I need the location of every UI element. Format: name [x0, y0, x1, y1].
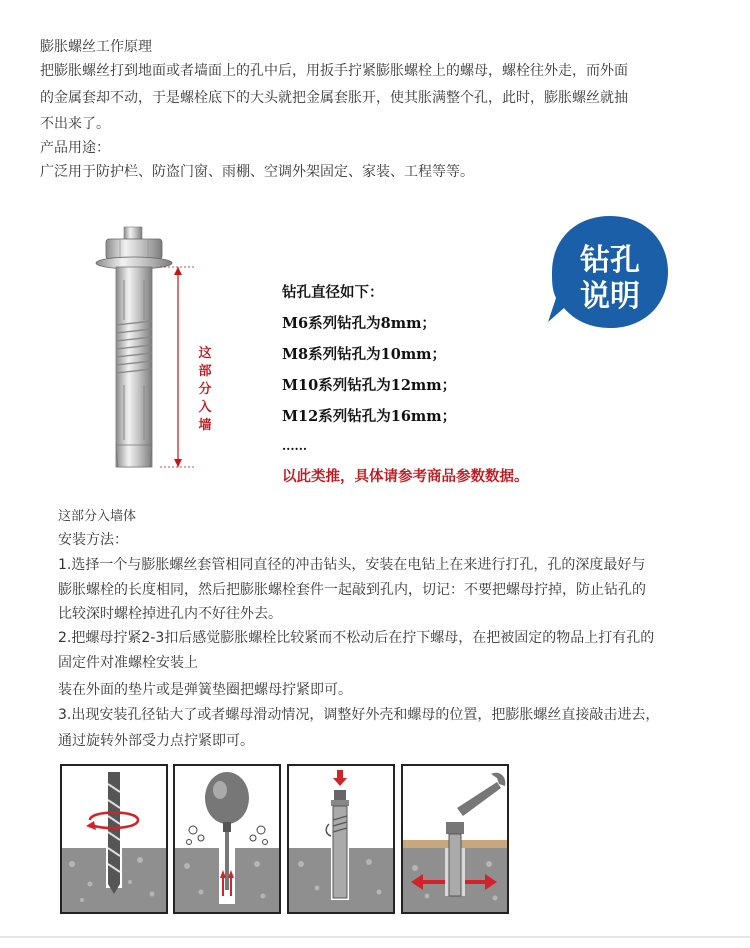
- drill-spec-note: 以此类推，具体请参考商品参数数据。: [282, 468, 529, 485]
- badge-line-2: 说明: [580, 279, 640, 314]
- drill-spec-row: M8系列钻孔为10mm；: [282, 346, 447, 363]
- drill-icon: [108, 772, 120, 894]
- bottom-divider: [0, 936, 750, 938]
- intro-line-1: 把膨胀螺丝打到地面或者墙面上的孔中后，用扳手拧紧膨胀螺栓上的螺母，螺栓往外走，而外面: [40, 63, 628, 79]
- install-line-6: 装在外面的垫片或是弹簧垫圈把螺母拧紧即可。: [58, 682, 352, 698]
- drill-spec-row: M10系列钻孔为12mm；: [282, 377, 457, 394]
- drill-spec-ellipsis: ......: [282, 439, 308, 453]
- step-insert: [287, 764, 395, 914]
- drill-spec-row: M12系列钻孔为16mm；: [282, 408, 457, 425]
- step-drill: [60, 764, 168, 914]
- install-line-2: 膨胀螺栓的长度相同，然后把膨胀螺栓套件一起敲到孔内，切记：不要把螺母拧掉，防止钻孔的: [58, 582, 646, 598]
- drill-spec-title: 钻孔直径如下：: [282, 284, 384, 301]
- intro-line-3: 不出来了。: [40, 116, 110, 132]
- install-line-1: 1.选择一个与膨胀螺丝套管相同直径的冲击钻头，安装在电钻上在来进行打孔，孔的深度最好与: [58, 557, 646, 573]
- install-line-7: 3.出现安装孔径钻大了或者螺母滑动情况，调整好外壳和螺母的位置，把膨胀螺丝直接敲击进去，: [58, 707, 660, 723]
- step-tighten: [401, 764, 509, 914]
- step-blow: [173, 764, 281, 914]
- usage-text: 广泛用于防护栏、防盗门窗、雨棚、空调外架固定、家装、工程等等。: [40, 164, 474, 180]
- intro-heading: 膨胀螺丝工作原理: [40, 39, 152, 55]
- intro-line-2: 的金属套却不动，于是螺栓底下的大头就把金属套胀开，使其胀满整个孔，此时，膨胀螺丝就抽: [40, 90, 628, 106]
- install-line-8: 通过旋转外部受力点拧紧即可。: [58, 733, 254, 749]
- wall-label-char: 这: [198, 346, 212, 361]
- drill-spec-row: M6系列钻孔为8mm；: [282, 315, 436, 332]
- wall-label-char: 墙: [198, 418, 212, 433]
- badge-line-1: 钻孔: [580, 243, 640, 278]
- install-line-5: 固定件对准螺栓安装上: [58, 655, 198, 671]
- usage-heading: 产品用途：: [40, 140, 110, 156]
- wall-caption: 这部分入墙体: [58, 509, 137, 524]
- wall-label-char: 部: [198, 364, 212, 379]
- wall-label-char: 分: [198, 382, 212, 397]
- install-line-4: 2.把螺母拧紧2-3扣后感觉膨胀螺栓比较紧而不松动后在拧下螺母，在把被固定的物品上打有孔的: [58, 630, 655, 646]
- install-line-3: 比较深时螺栓掉进孔内不好往外去。: [58, 606, 282, 622]
- wall-label-char: 入: [198, 400, 212, 415]
- drill-info-badge: [546, 212, 674, 334]
- wall-label: [196, 345, 214, 435]
- install-heading: 安装方法：: [58, 532, 128, 548]
